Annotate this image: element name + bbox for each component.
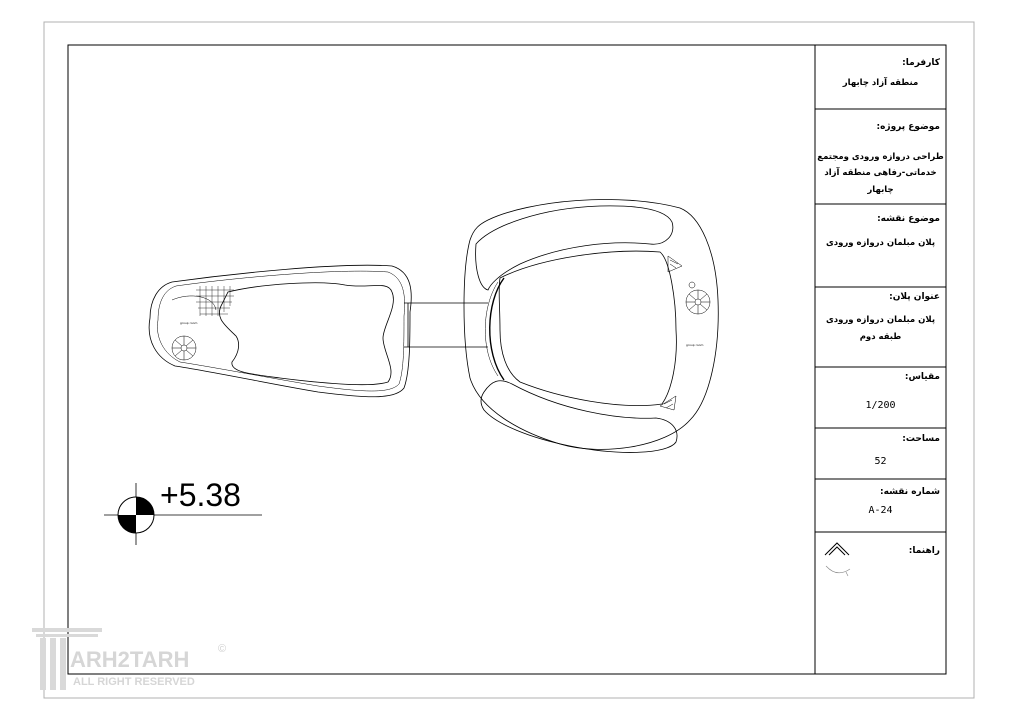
client-cell bbox=[815, 45, 946, 109]
drawing-subject-value: پلان مبلمان دروازه ورودی bbox=[825, 238, 936, 248]
left-wing-floor bbox=[219, 283, 393, 385]
north-cell bbox=[815, 532, 946, 674]
lower-crescent bbox=[481, 381, 677, 453]
watermark-tagline: ALL RIGHT RESERVED bbox=[73, 676, 195, 688]
scale-cell bbox=[815, 367, 946, 428]
floor-tile-grid bbox=[196, 286, 234, 316]
drawing-title-cell bbox=[815, 287, 946, 367]
client-value: منطقه آزاد چابهار bbox=[842, 78, 919, 88]
upper-crescent bbox=[476, 206, 673, 290]
copyright-icon: © bbox=[218, 643, 227, 655]
project-line-1: طراحی دروازه ورودی ومجتمع bbox=[817, 152, 944, 162]
north-label: راهنما: bbox=[908, 546, 940, 556]
area-cell bbox=[815, 428, 946, 479]
spiral-stair-left bbox=[172, 296, 216, 360]
connecting-bridge bbox=[404, 303, 488, 347]
svg-text:group room: group room bbox=[180, 321, 198, 325]
project-line-2: خدماتی-رفاهی منطقه آزاد چابهار bbox=[824, 168, 937, 195]
area-value: 52 bbox=[874, 456, 887, 467]
left-wing-outline bbox=[149, 265, 411, 397]
drawing-title-value: پلان مبلمان دروازه ورودی طبقه دوم bbox=[825, 315, 936, 342]
floor-plan bbox=[149, 199, 718, 452]
drawing-subject-cell bbox=[815, 204, 946, 287]
scale-value: 1/200 bbox=[865, 400, 896, 411]
scale-label: مقیاس: bbox=[904, 372, 940, 382]
project-cell bbox=[815, 109, 946, 204]
main-hall bbox=[499, 251, 676, 405]
drawing-subject-label: موضوع نقشه: bbox=[877, 214, 940, 224]
sheet-number-label: شماره نقشه: bbox=[880, 487, 940, 497]
drawing-title-label: عنوان پلان: bbox=[889, 292, 940, 302]
sheet-number-cell bbox=[815, 479, 946, 532]
spiral-stair-right bbox=[686, 290, 710, 314]
watermark-brand: ARH2TARH bbox=[70, 647, 190, 672]
client-label: کارفرما: bbox=[902, 58, 940, 68]
sheet-number-value: A-24 bbox=[868, 505, 893, 516]
svg-text:group room: group room bbox=[686, 343, 704, 347]
project-label: موضوع پروژه: bbox=[876, 122, 940, 132]
elevation-label: +5.38 bbox=[160, 477, 241, 513]
area-label: مساحت: bbox=[902, 434, 940, 444]
